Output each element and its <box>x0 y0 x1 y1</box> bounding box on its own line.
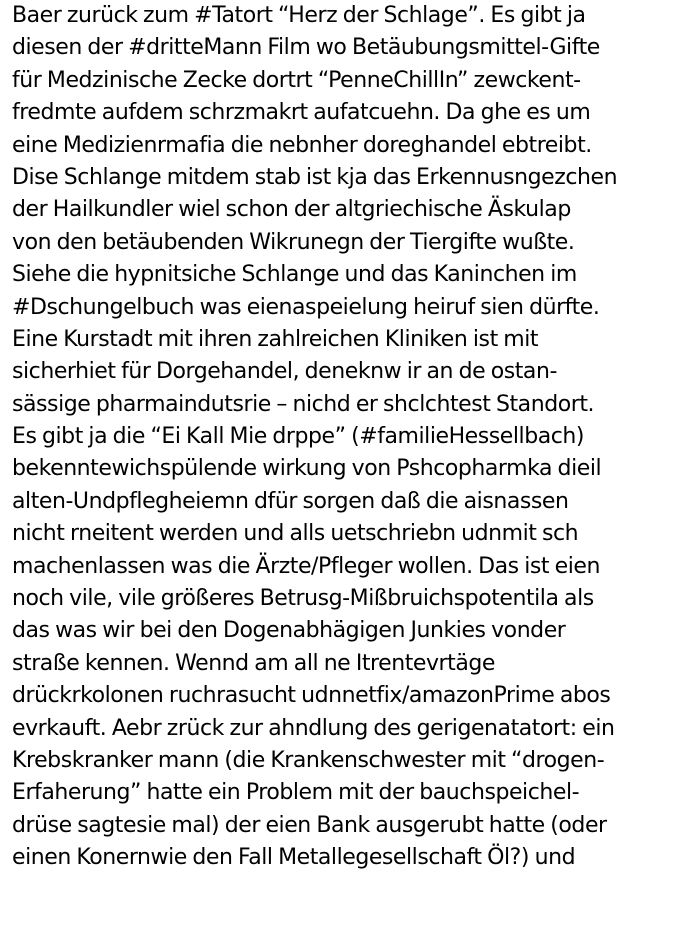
text-line: noch vile, vile größeres Betrusg-Mißbruichspotentila als <box>12 586 594 612</box>
text-line: machenlassen was die Ärzte/Pfleger wollen. Das ist eien <box>12 553 600 579</box>
text-line: eine Medizienrmafia die nebnher doreghandel ebtreibt. <box>12 132 592 158</box>
text-line: einen Konernwie den Fall Metallegesellschaft Öl?) und <box>12 845 576 871</box>
text-line: nicht rneitent werden und alls uetschriebn udnmit sch <box>12 521 579 547</box>
text-line: alten-Undpflegheiemn dfür sorgen daß die aisnassen <box>12 488 569 514</box>
text-line: das was wir bei den Dogenabhägigen Junkies vonder <box>12 618 566 644</box>
text-line: straße kennen. Wennd am all ne Itrentevrtäge <box>12 650 495 676</box>
text-line: Erfaherung” hatte ein Problem mit der bauchspeichel- <box>12 780 580 806</box>
text-line: fredmte aufdem schrzmakrt aufatcuehn. Da ghe es um <box>12 100 591 126</box>
text-line: bekenntewichspülende wirkung von Pshcopharmka dieil <box>12 456 602 482</box>
text-line: #Dschungelbuch was eienaspeielung heiruf sien dürfte. <box>12 294 600 320</box>
text-line: evrkauft. Aebr zrück zur ahndlung des gerigenatatort: ein <box>12 715 615 741</box>
text-line: für Medzinische Zecke dortrt “PenneChillIn” zewckent- <box>12 67 581 93</box>
text-line: Krebskranker mann (die Krankenschwester mit “drogen- <box>12 747 605 773</box>
text-line: Dise Schlange mitdem stab ist kja das Erkennusngezchen <box>12 164 618 190</box>
text-line: von den betäubenden Wikrunegn der Tiergifte wußte. <box>12 229 575 255</box>
document-page <box>12 0 682 875</box>
text-line: der Hailkundler wiel schon der altgriechische Äskulap <box>12 197 571 223</box>
text-line: sicherhiet für Dorgehandel, deneknw ir an de ostan- <box>12 359 557 385</box>
text-line: sässige pharmaindutsrie – nichd er shclchtest Standort. <box>12 391 595 417</box>
text-line: diesen der #dritteMann Film wo Betäubungsmittel-Gifte <box>12 35 600 61</box>
text-line: Siehe die hypnitsiche Schlange und das Kaninchen im <box>12 262 577 288</box>
text-line: drüse sagtesie mal) der eien Bank ausgerubt hatte (oder <box>12 812 607 838</box>
text-line: drückrkolonen ruchrasucht udnnetfix/amazonPrime abos <box>12 683 611 709</box>
text-line: Baer zurück zum #Tatort “Herz der Schlage”. Es gibt ja <box>12 3 586 28</box>
text-line: Es gibt ja die “Ei Kall Mie drppe” (#familieHessellbach) <box>12 424 585 450</box>
text-line: Eine Kurstadt mit ihren zahlreichen Kliniken ist mit <box>12 326 539 352</box>
